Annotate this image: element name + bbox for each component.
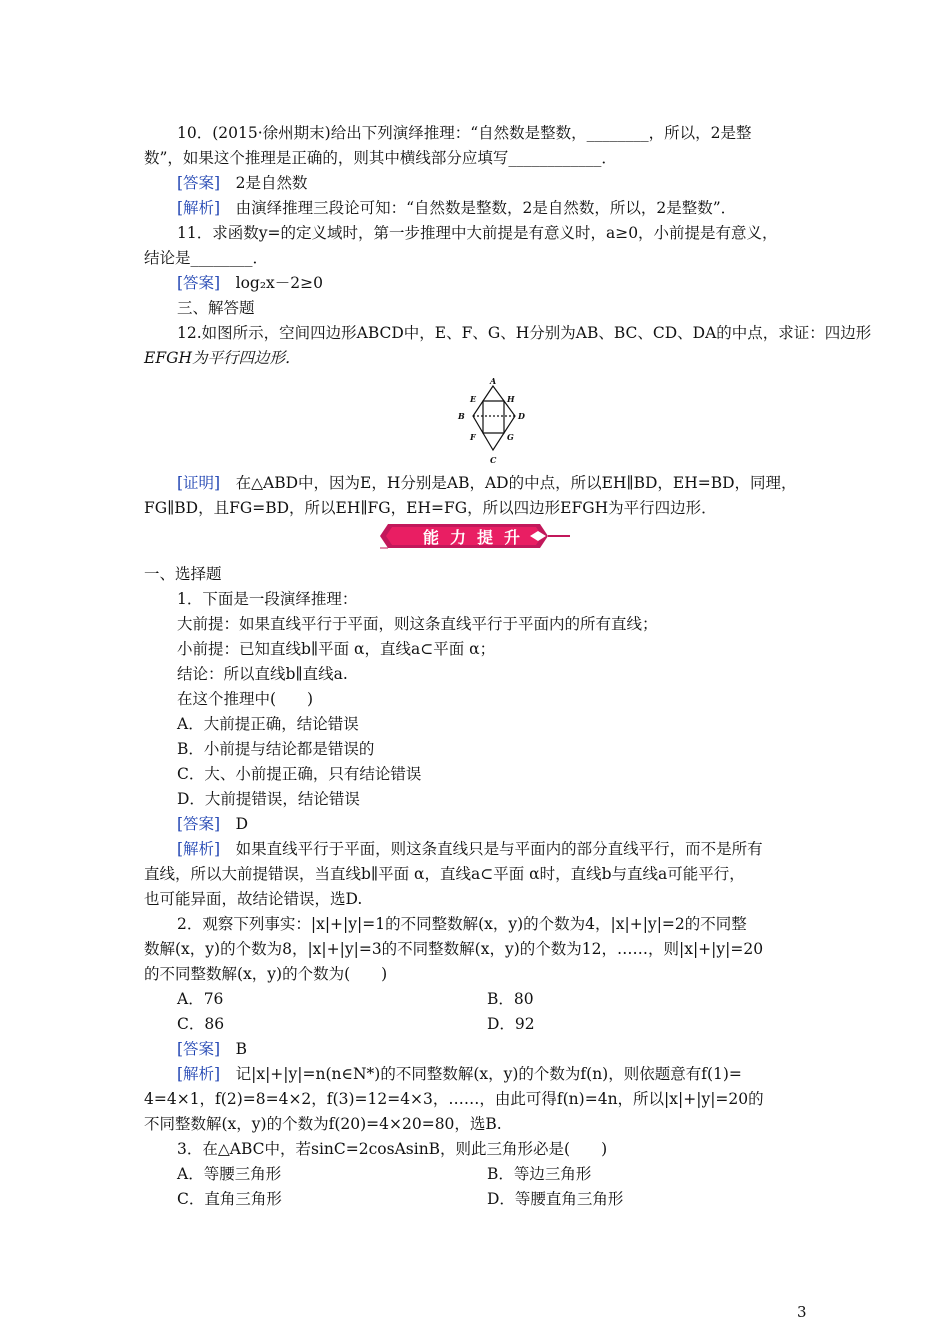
answer-tag: [答案] [177,815,221,833]
analysis-text: 如果直线平行于平面，则这条直线只是与平面内的部分直线平行，而不是所有 [220,840,763,858]
analysis-text: 由演绎推理三段论可知：“自然数是整数，2是自然数，所以，2是整数”． [220,199,737,217]
p1-option-a: A．大前提正确，结论错误 [177,715,359,733]
page-number: 3 [797,1303,807,1321]
p1-option-c: C．大、小前提正确，只有结论错误 [177,765,422,783]
q11-line1: 11．求函数y=的定义域时，第一步推理中大前提是有意义时，a≥0，小前提是有意义， [177,224,778,242]
q12-line2: EFGH为平行四边形． [144,349,301,367]
p2-line3: 的不同整数解(x，y)的个数为( ) [144,965,388,983]
problem-3 [144,1137,812,1212]
p2-options-row2 [144,1012,812,1037]
q12-line1: 12.如图所示，空间四边形ABCD中，E、F、G、H分别为AB、BC、CD、DA的中点，求证：四边形 [177,324,872,342]
p3-option-a: A．等腰三角形 [177,1165,282,1183]
question-10 [144,121,812,221]
p2-option-d: D．92 [487,1015,535,1033]
analysis-tag: [解析] [177,840,221,858]
p2-answer [144,1037,812,1062]
banner-title: 能力提升 [422,528,531,547]
analysis-text: 记|x|+|y|=n(n∈N*)的不同整数解(x，y)的个数为f(n)，则依题意有f(1)= [220,1065,742,1083]
p3-option-c: C．直角三角形 [177,1190,282,1208]
p3-options-row2 [144,1187,812,1212]
figure-label-a: A [490,376,497,386]
problem-1 [144,562,812,912]
p1-analysis-line3: 也可能异面，故结论错误，选D. [144,890,363,908]
p1-analysis-line1 [144,837,812,862]
section-heading-1: 一、选择题 [144,565,222,583]
q10-line2: 数”，如果这个推理是正确的，则其中横线部分应填写____________． [144,149,617,167]
q11-answer [144,271,812,296]
p1-stem: 1．下面是一段演绎推理： [177,590,358,608]
q12-proof [144,471,812,521]
p1-option-b: B．小前提与结论都是错误的 [177,740,375,758]
figure-label-c: C [490,455,497,465]
p1-conclusion: 结论：所以直线b∥直线a. [177,665,348,683]
p2-option-a: A．76 [177,990,224,1008]
figure-label-b: B [458,411,465,421]
proof-tag: [证明] [177,474,221,492]
p3-option-d: D．等腰直角三角形 [487,1190,624,1208]
p1-analysis-line2: 直线，所以大前提错误，当直线b∥平面 α，直线a⊂平面 α时，直线b与直线a可能平行， [144,865,745,883]
q11-line2: 结论是________． [144,249,269,267]
p2-option-c: C．86 [177,1015,225,1033]
figure-label-h: H [507,394,515,404]
question-12 [144,321,872,371]
p2-analysis-line1 [144,1062,812,1087]
answer-tag: [答案] [177,274,221,292]
q10-analysis [144,196,812,221]
answer-text: B [220,1040,247,1058]
answer-text: log₂x－2≥0 [220,274,323,292]
p2-line1: 2．观察下列事实：|x|+|y|=1的不同整数解(x，y)的个数为4，|x|+|y|=2的不同整 [177,915,747,933]
section-banner [380,522,570,550]
problem-2 [144,912,812,1137]
p1-question: 在这个推理中( ) [177,690,314,708]
figure-label-f: F [470,432,476,442]
answer-text: D [220,815,249,833]
p2-options-row1 [144,987,812,1012]
quadrilateral-figure [455,376,535,466]
p2-line2: 数解(x，y)的个数为8，|x|+|y|=3的不同整数解(x，y)的个数为12，……，则|x|+|y|=20 [144,940,764,958]
p3-option-b: B．等边三角形 [487,1165,592,1183]
p2-analysis-line2: 4=4×1，f(2)=8=4×2，f(3)=12=4×3，……，由此可得f(n)=4n，所以|x|+|y|=20的 [144,1090,764,1108]
question-11 [144,221,812,321]
answer-text: 2是自然数 [220,174,308,192]
p1-minor-premise: 小前提：已知直线b∥平面 α，直线a⊂平面 α； [177,640,496,658]
answer-tag: [答案] [177,174,221,192]
q10-answer [144,171,812,196]
answer-tag: [答案] [177,1040,221,1058]
analysis-tag: [解析] [177,199,221,217]
p3-line1: 3．在△ABC中，若sinC=2cosAsinB，则此三角形必是( ) [177,1140,608,1158]
p1-answer [144,812,812,837]
proof-line1 [144,471,812,496]
p3-options-row1 [144,1162,812,1187]
p1-major-premise: 大前提：如果直线平行于平面，则这条直线平行于平面内的所有直线； [177,615,658,633]
p2-analysis-line3: 不同整数解(x，y)的个数为f(20)=4×20=80，选B. [144,1115,502,1133]
figure-label-g: G [507,432,514,442]
proof-line2: FG∥BD，且FG=BD，所以EH∥FG，EH=FG，所以四边形EFGH为平行四边形． [144,499,717,517]
q10-line1: 10．(2015·徐州期末)给出下列演绎推理：“自然数是整数，________，所以，2是整 [177,124,752,142]
analysis-tag: [解析] [177,1065,221,1083]
section-heading-3: 三、解答题 [177,299,255,317]
p2-option-b: B．80 [487,990,534,1008]
figure-label-d: D [518,411,525,421]
p1-option-d: D．大前提错误，结论错误 [177,790,360,808]
figure-label-e: E [470,394,477,404]
proof-text-1: 在△ABD中，因为E，H分别是AB，AD的中点，所以EH∥BD，EH=BD，同理， [220,474,797,492]
